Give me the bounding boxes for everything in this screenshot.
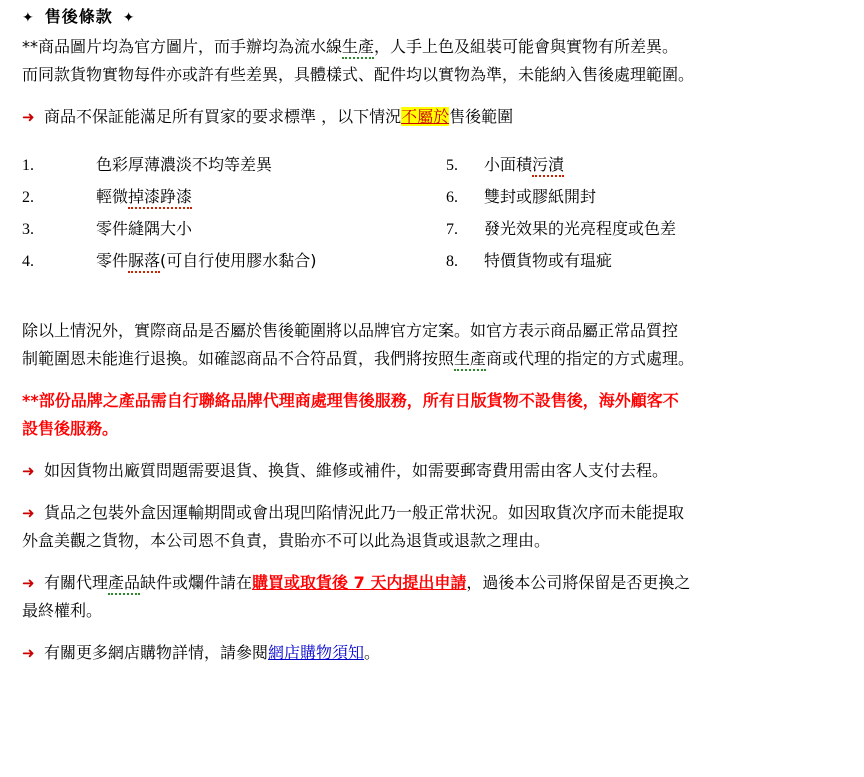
spacer	[0, 277, 864, 311]
bullet-missing-parts	[22, 569, 842, 625]
bullet-packaging	[22, 499, 842, 555]
bullet-missing-parts-spell: 產品	[108, 573, 140, 595]
list-item	[446, 149, 842, 181]
page-title-text: 售後條款	[44, 7, 113, 26]
bullet-shipping-fee	[22, 457, 842, 485]
list-item-number: 5.	[446, 157, 458, 174]
list-item	[22, 213, 432, 245]
red-warning-paragraph	[22, 387, 842, 443]
bullet-more-info-text-b: 。	[364, 643, 381, 662]
list-item-text-a: 發光效果的光亮程度或色差	[484, 219, 677, 238]
list-item-label	[484, 181, 842, 212]
arrow-right-icon: ➜	[22, 574, 35, 592]
list-item-text-a: 零件縫隅大小	[96, 219, 193, 238]
list-item-number: 2.	[22, 189, 34, 206]
diamond-right-icon: ✦	[122, 10, 136, 26]
list-item-label	[96, 181, 432, 212]
intro-line1-b: ，人手上色及組裝可能會與實物有所差異。	[374, 37, 679, 56]
exclusions-column-left	[22, 149, 432, 277]
intro-line1-spell: 生產	[342, 37, 374, 59]
list-item-number: 3.	[22, 221, 34, 238]
list-item	[22, 181, 432, 213]
arrow-right-icon: ➜	[22, 108, 35, 126]
scope-note-text-b: 售後範圍	[449, 107, 514, 126]
list-item-number: 8.	[446, 253, 458, 270]
bullet-missing-parts-text-c: ，過後本公司將保留是否更換之	[466, 573, 691, 592]
aftersales-terms-document	[0, 4, 864, 777]
list-item-text-a: 色彩厚薄濃淡不均等差異	[96, 155, 273, 174]
scope-note-text-a: 商品不保証能滿足所有買家的要求標準 ，以下情況	[44, 107, 402, 126]
diamond-left-icon: ✦	[22, 10, 35, 26]
list-item-number: 4.	[22, 253, 34, 270]
scope-note	[22, 103, 842, 131]
quality-line2-spell: 生產	[454, 349, 486, 371]
quality-line1: 除以上情況外，實際商品是否屬於售後範圍將以品牌官方定案。如官方表示商品屬正常品質控	[22, 321, 679, 340]
list-item-number: 7.	[446, 221, 458, 238]
list-item-label	[484, 245, 842, 276]
list-item-number: 1.	[22, 157, 34, 174]
bullet-packaging-line2: 外盒美觀之貨物，本公司恩不負責，貴貽亦不可以此為退貨或退款之理由。	[22, 531, 551, 550]
quality-line2-a: 制範圍恩未能進行退換。如確認商品不合符品質，我們將按照	[22, 349, 455, 368]
bullet-missing-parts-text-b: 缺件或爛件請在	[140, 573, 253, 592]
list-item-text-a: 輕微	[96, 187, 129, 206]
list-item-label	[96, 149, 432, 180]
arrow-right-icon: ➜	[22, 462, 35, 480]
list-item	[446, 213, 842, 245]
list-item-number: 6.	[446, 189, 458, 206]
list-item-spell: 污漬	[532, 155, 564, 177]
bullet-missing-parts-deadline: 購買或取貨後 7 天内提出申請	[252, 573, 467, 592]
list-item	[22, 245, 432, 277]
list-item	[446, 245, 842, 277]
exclusions-column-right	[432, 149, 842, 277]
bullet-more-info	[22, 639, 842, 667]
bullet-more-info-text-a: 有關更多網店購物詳情，請參閱	[44, 643, 269, 662]
list-item-label	[96, 245, 432, 276]
bullet-shipping-fee-text: 如因貨物出廠質問題需要退貨、換貨、維修或補件，如需要郵寄費用需由客人支付去程。	[44, 461, 669, 480]
list-item-text-a: 特價貨物或有瑥疵	[484, 251, 613, 270]
list-item-spell: 掉漆踭漆	[128, 187, 192, 209]
quality-line2-b: 商或代理的指定的方式處理。	[486, 349, 695, 368]
list-item-text-a: 雙封或膠紙開封	[484, 187, 597, 206]
list-item	[22, 149, 432, 181]
quality-paragraph	[22, 317, 842, 373]
exclusions-list	[22, 149, 842, 277]
shopping-guide-link[interactable]: 網店購物須知	[268, 643, 365, 662]
list-item-label	[484, 149, 842, 180]
intro-line1-a: **商品圖片均為官方圖片，而手辦均為流水線	[22, 37, 343, 56]
red-warning-line2: 設售後服務。	[22, 419, 119, 438]
page-title	[22, 4, 864, 27]
arrow-right-icon: ➜	[22, 644, 35, 662]
list-item-spell: 脲落	[128, 251, 160, 273]
arrow-right-icon: ➜	[22, 504, 35, 522]
red-warning-line1: **部份品牌之產品需自行聯絡品牌代理商處理售後服務，所有日版貨物不設售後，海外顧客不	[22, 391, 679, 410]
bullet-missing-parts-line2: 最終權利。	[22, 601, 103, 620]
list-item-text-a: 零件	[96, 251, 129, 270]
bullet-missing-parts-text-a: 有關代理	[44, 573, 109, 592]
bullet-packaging-line1: 貨品之包裝外盒因運輸期間或會出現凹陷情況此乃一般正常状況。如因取貨次序而未能提取	[44, 503, 685, 522]
list-item-label	[96, 213, 432, 244]
list-item-text-b: (可自行使用膠水黏合)	[160, 251, 317, 270]
intro-line2: 而同款貨物實物每件亦或許有些差異，具體樣式、配件均以實物為準，未能納入售後處理範圍。	[22, 65, 695, 84]
intro-paragraph	[22, 33, 842, 89]
list-item-label	[484, 213, 842, 244]
scope-note-highlight: 不屬於	[401, 107, 450, 126]
list-item-text-a: 小面積	[484, 155, 533, 174]
list-item	[446, 181, 842, 213]
